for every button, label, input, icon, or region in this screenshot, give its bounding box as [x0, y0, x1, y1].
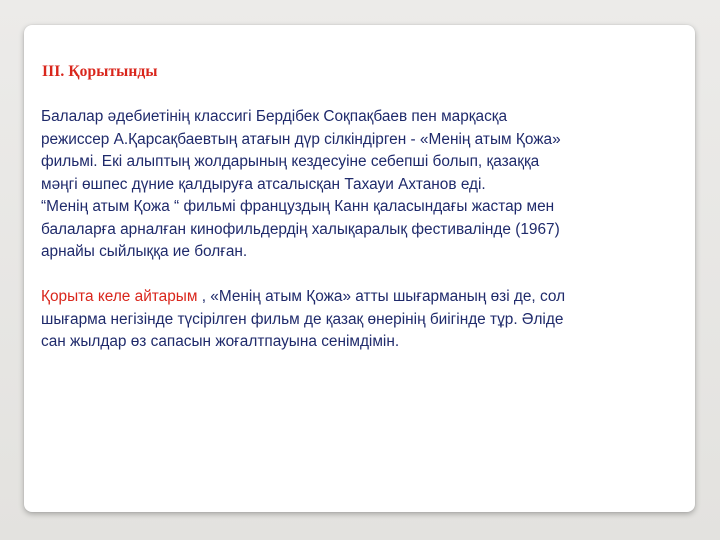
- body-text: [41, 106, 681, 354]
- paragraph-spacer: [41, 264, 681, 287]
- conclusion-heading: ІІІ. Қорытынды: [42, 63, 158, 80]
- paragraph-1-line-3: фильмі. Екі алыптың жолдарының кездесуіне себепші болып, қазаққа: [41, 153, 540, 170]
- conclusion-line-3: сан жылдар өз сапасын жоғалтпауына сенімдімін.: [41, 333, 400, 350]
- paragraph-2-line-2: балаларға арналған кинофильдердің халықаралық фестивалінде (1967): [41, 220, 560, 238]
- paragraph-2-line-1: “Менің атым Қожа “ фильмі француздың Канн қаласындағы жастар мен: [41, 198, 555, 215]
- conclusion-line-1-rest: , «Менің атым Қожа» атты шығарманың өзі де, сол: [197, 288, 566, 305]
- slide-card: [24, 25, 695, 512]
- paragraph-1-line-2: режиссер А.Қарсақбаевтың атағын дүр сілкіндірген - «Менің атым Қожа»: [41, 130, 561, 148]
- conclusion-line-1: [41, 286, 681, 309]
- paragraph-1-line-4: мәңгі өшпес дүние қалдыруға атсалысқан Тахауи Ахтанов еді.: [41, 175, 486, 193]
- paragraph-1-line-1: Балалар әдебиетінің классигі Бердібек Соқпақбаев пен марқасқа: [41, 108, 508, 125]
- conclusion-line-2: шығарма негізінде түсірілген фильм де қазақ өнерінің биігінде тұр. Әліде: [41, 310, 564, 328]
- conclusion-highlight: Қорыта келе айтарым: [41, 288, 198, 305]
- paragraph-2-line-3: арнайы сыйлыққа ие болған.: [41, 243, 248, 260]
